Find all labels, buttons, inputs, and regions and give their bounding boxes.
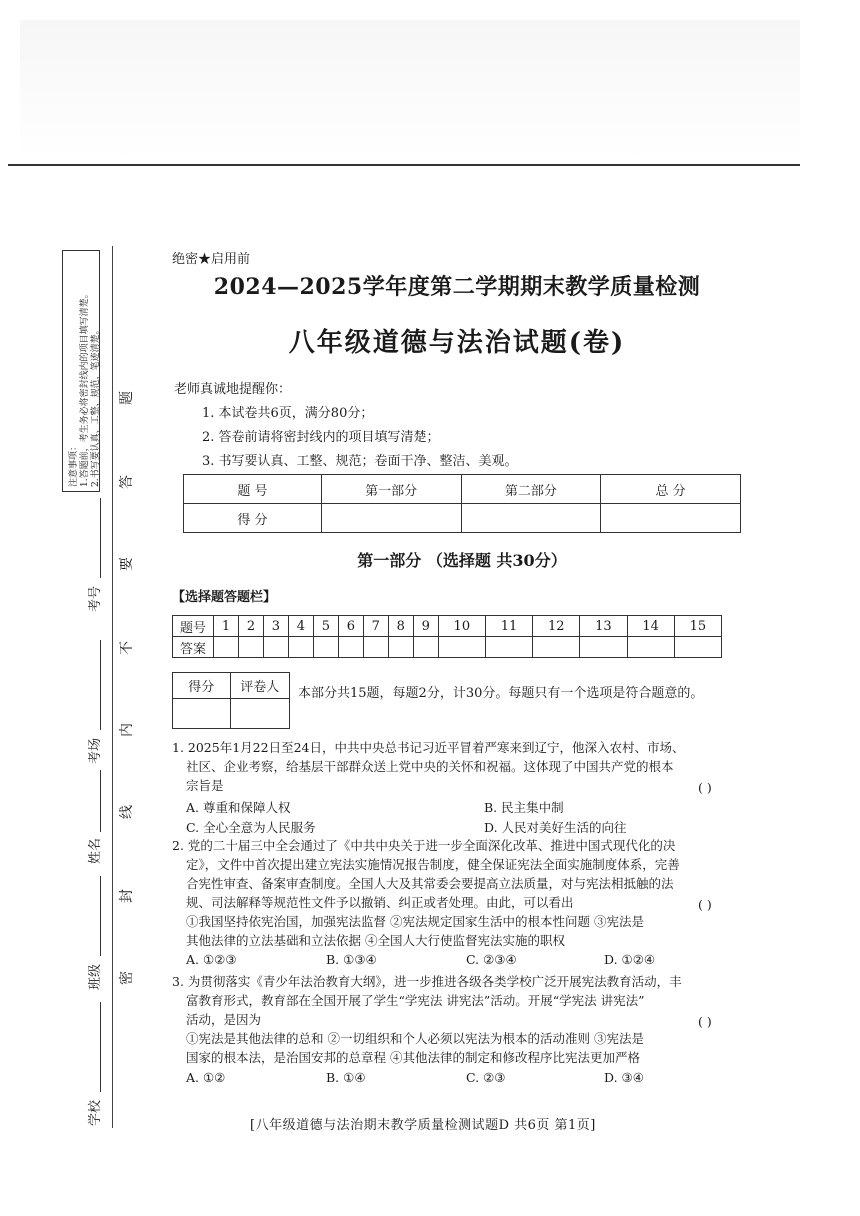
answer-row-label: 题号 (173, 616, 214, 637)
part1-description: 本部分共15题，每题2分，计30分。每题只有一个选项是符合题意的。 (298, 686, 704, 701)
score-header-cell: 第二部分 (461, 475, 601, 504)
option-c: C. ②③④ (466, 952, 517, 967)
option-d: D. ①②④ (604, 952, 656, 967)
question-number-cell: 14 (627, 616, 674, 637)
option-b: B. ①③④ (326, 952, 377, 967)
fill-line-school (100, 1002, 101, 1092)
score-row-label: 得 分 (184, 504, 322, 533)
answer-bracket: ( ) (698, 897, 712, 912)
question-stem-line: ①宪法是其他法律的总和 ②一切组织和个人必须以宪法为根本的活动准则 ③宪法是 (186, 1031, 644, 1046)
question-number-cell: 7 (363, 616, 388, 637)
option-d: D. ③④ (604, 1070, 644, 1085)
page-footer: [八年级道德与法治期末教学质量检测试题D 共6页 第1页] (250, 1118, 596, 1133)
rule-item: 2. 答卷前请将密封线内的项目填写清楚； (202, 430, 440, 445)
seal-line (112, 246, 113, 1128)
notice-line-2: 2.书写要认真、工整、规范，笔迹清楚。 (91, 325, 101, 487)
scan-edge-line (8, 164, 800, 166)
answer-cell[interactable] (580, 637, 627, 658)
question-stem-line: 规、司法解释等规范性文件予以撤销、纠正或者处理。由此，可以看出 (186, 895, 574, 910)
option-a: A. ①② (186, 1070, 226, 1085)
score-cell[interactable] (461, 504, 601, 533)
seal-char: 密 (119, 971, 135, 985)
score-header-cell: 总 分 (601, 475, 741, 504)
question-stem-line: 3. 为贯彻落实《青少年法治教育大纲》，进一步推进各级各类学校广泛开展宪法教育活动，丰 (172, 974, 682, 989)
score-cell[interactable] (321, 504, 461, 533)
answer-sheet (172, 615, 722, 658)
option-d: D. 人民对美好生活的向往 (484, 820, 627, 835)
answer-cell[interactable] (438, 637, 485, 658)
label-exam-room: 考场 (88, 737, 103, 764)
question-number-cell: 11 (485, 616, 532, 637)
reminder-intro: 老师真诚地提醒你： (174, 382, 292, 397)
grader-box (172, 672, 290, 729)
question-stem-line: 合宪性审查、备案审查制度。全国人大及其常委会要提高立法质量，对与宪法相抵触的法 (186, 876, 674, 891)
exam-subtitle: 八年级道德与法治试题(卷) (288, 328, 626, 358)
question-number-cell: 15 (674, 616, 721, 637)
question-stem-line: 社区、企业考察，给基层干部群众送上党中央的关怀和祝福。这体现了中国共产党的根本 (186, 759, 674, 774)
question-number-cell: 3 (263, 616, 288, 637)
fill-line-exam-number (100, 498, 101, 578)
option-c: C. ②③ (466, 1070, 506, 1085)
score-header-cell: 题 号 (184, 475, 322, 504)
option-a: A. ①②③ (186, 952, 237, 967)
grader-score-cell[interactable] (173, 699, 231, 729)
question-number-cell: 8 (388, 616, 413, 637)
question-number-cell: 5 (313, 616, 338, 637)
answer-cell[interactable] (313, 637, 338, 658)
answer-cell[interactable] (627, 637, 674, 658)
grader-name-cell[interactable] (230, 699, 289, 729)
seal-char: 要 (119, 557, 135, 571)
seal-char: 题 (119, 391, 135, 405)
answer-bracket: ( ) (698, 1014, 712, 1029)
exam-title: 2024—2025学年度第二学期期末教学质量检测 (213, 274, 701, 300)
question-number-cell: 13 (580, 616, 627, 637)
question-number-cell: 2 (238, 616, 263, 637)
answer-cell[interactable] (214, 637, 239, 658)
question-number-cell: 12 (533, 616, 580, 637)
answer-cell[interactable] (413, 637, 438, 658)
answer-cell[interactable] (485, 637, 532, 658)
notice-line-1: 1.答题前，考生务必将密封线内的项目填写清楚。 (80, 289, 90, 487)
question-stem-line: 活动，是因为 (186, 1012, 262, 1027)
grader-score-label: 得分 (173, 673, 231, 699)
score-cell[interactable] (601, 504, 741, 533)
grader-name-label: 评卷人 (230, 673, 289, 699)
answer-cell[interactable] (388, 637, 413, 658)
fill-line-class (100, 876, 101, 956)
scan-shadow (20, 20, 800, 160)
score-table (183, 474, 741, 533)
question-stem-line: 其他法律的立法基础和立法依据 ④全国人大行使监督宪法实施的职权 (186, 933, 565, 948)
question-number-cell: 6 (338, 616, 363, 637)
answer-cell[interactable] (238, 637, 263, 658)
secret-label: 绝密★启用前 (172, 252, 251, 267)
question-stem-line: 1. 2025年1月22日至24日，中共中央总书记习近平冒着严寒来到辽宁，他深入农村、市场、 (172, 740, 685, 755)
answer-cell[interactable] (363, 637, 388, 658)
question-stem-line: 定》，文件中首次提出建立宪法实施情况报告制度，健全保证宪法全面实施制度体系，完善 (186, 857, 680, 872)
part1-title: 第一部分 （选择题 共30分） (357, 551, 567, 570)
option-a: A. 尊重和保障人权 (186, 800, 291, 815)
seal-char: 内 (119, 723, 135, 737)
question-stem-line: 国家的根本法，是治国安邦的总章程 ④其他法律的制定和修改程序比宪法更加严格 (186, 1050, 640, 1065)
option-b: B. ①④ (326, 1070, 366, 1085)
rule-item: 3. 书写要认真、工整、规范；卷面干净、整洁、美观。 (202, 454, 518, 469)
label-exam-number: 考号 (88, 585, 103, 612)
question-number-cell: 4 (288, 616, 313, 637)
answer-cell[interactable] (338, 637, 363, 658)
label-class: 班级 (88, 963, 103, 990)
score-header-cell: 第一部分 (321, 475, 461, 504)
answer-cell[interactable] (263, 637, 288, 658)
seal-char: 答 (119, 475, 135, 489)
seal-char: 封 (119, 889, 135, 903)
answer-bracket: ( ) (698, 780, 712, 795)
option-c: C. 全心全意为人民服务 (186, 820, 316, 835)
answer-sheet-title: 【选择题答题栏】 (172, 590, 277, 605)
seal-char: 线 (119, 805, 135, 819)
rule-item: 1. 本试卷共6页，满分80分； (202, 406, 374, 421)
option-b: B. 民主集中制 (484, 800, 564, 815)
answer-cell[interactable] (533, 637, 580, 658)
notice-title: 注意事项： (69, 441, 79, 487)
label-school: 学校 (88, 1099, 103, 1126)
question-number-cell: 1 (214, 616, 239, 637)
label-name: 姓名 (88, 837, 103, 864)
question-stem-line: 2. 党的二十届三中全会通过了《中共中央关于进一步全面深化改革、推进中国式现代化的决 (172, 838, 676, 853)
question-stem-line: 宗旨是 (186, 778, 224, 793)
question-number-cell: 9 (413, 616, 438, 637)
answer-cell[interactable] (288, 637, 313, 658)
answer-cell[interactable] (674, 637, 721, 658)
seal-char: 不 (119, 641, 135, 655)
question-number-cell: 10 (438, 616, 485, 637)
question-stem-line: ①我国坚持依宪治国，加强宪法监督 ②宪法规定国家生活中的根本性问题 ③宪法是 (186, 914, 644, 929)
fill-line-exam-room (100, 640, 101, 730)
fill-line-name (100, 770, 101, 832)
answer-row-label: 答案 (173, 637, 214, 658)
notice-box (62, 250, 100, 492)
question-stem-line: 富教育形式，教育部在全国开展了学生“学宪法 讲宪法”活动。开展“学宪法 讲宪法” (186, 993, 645, 1008)
